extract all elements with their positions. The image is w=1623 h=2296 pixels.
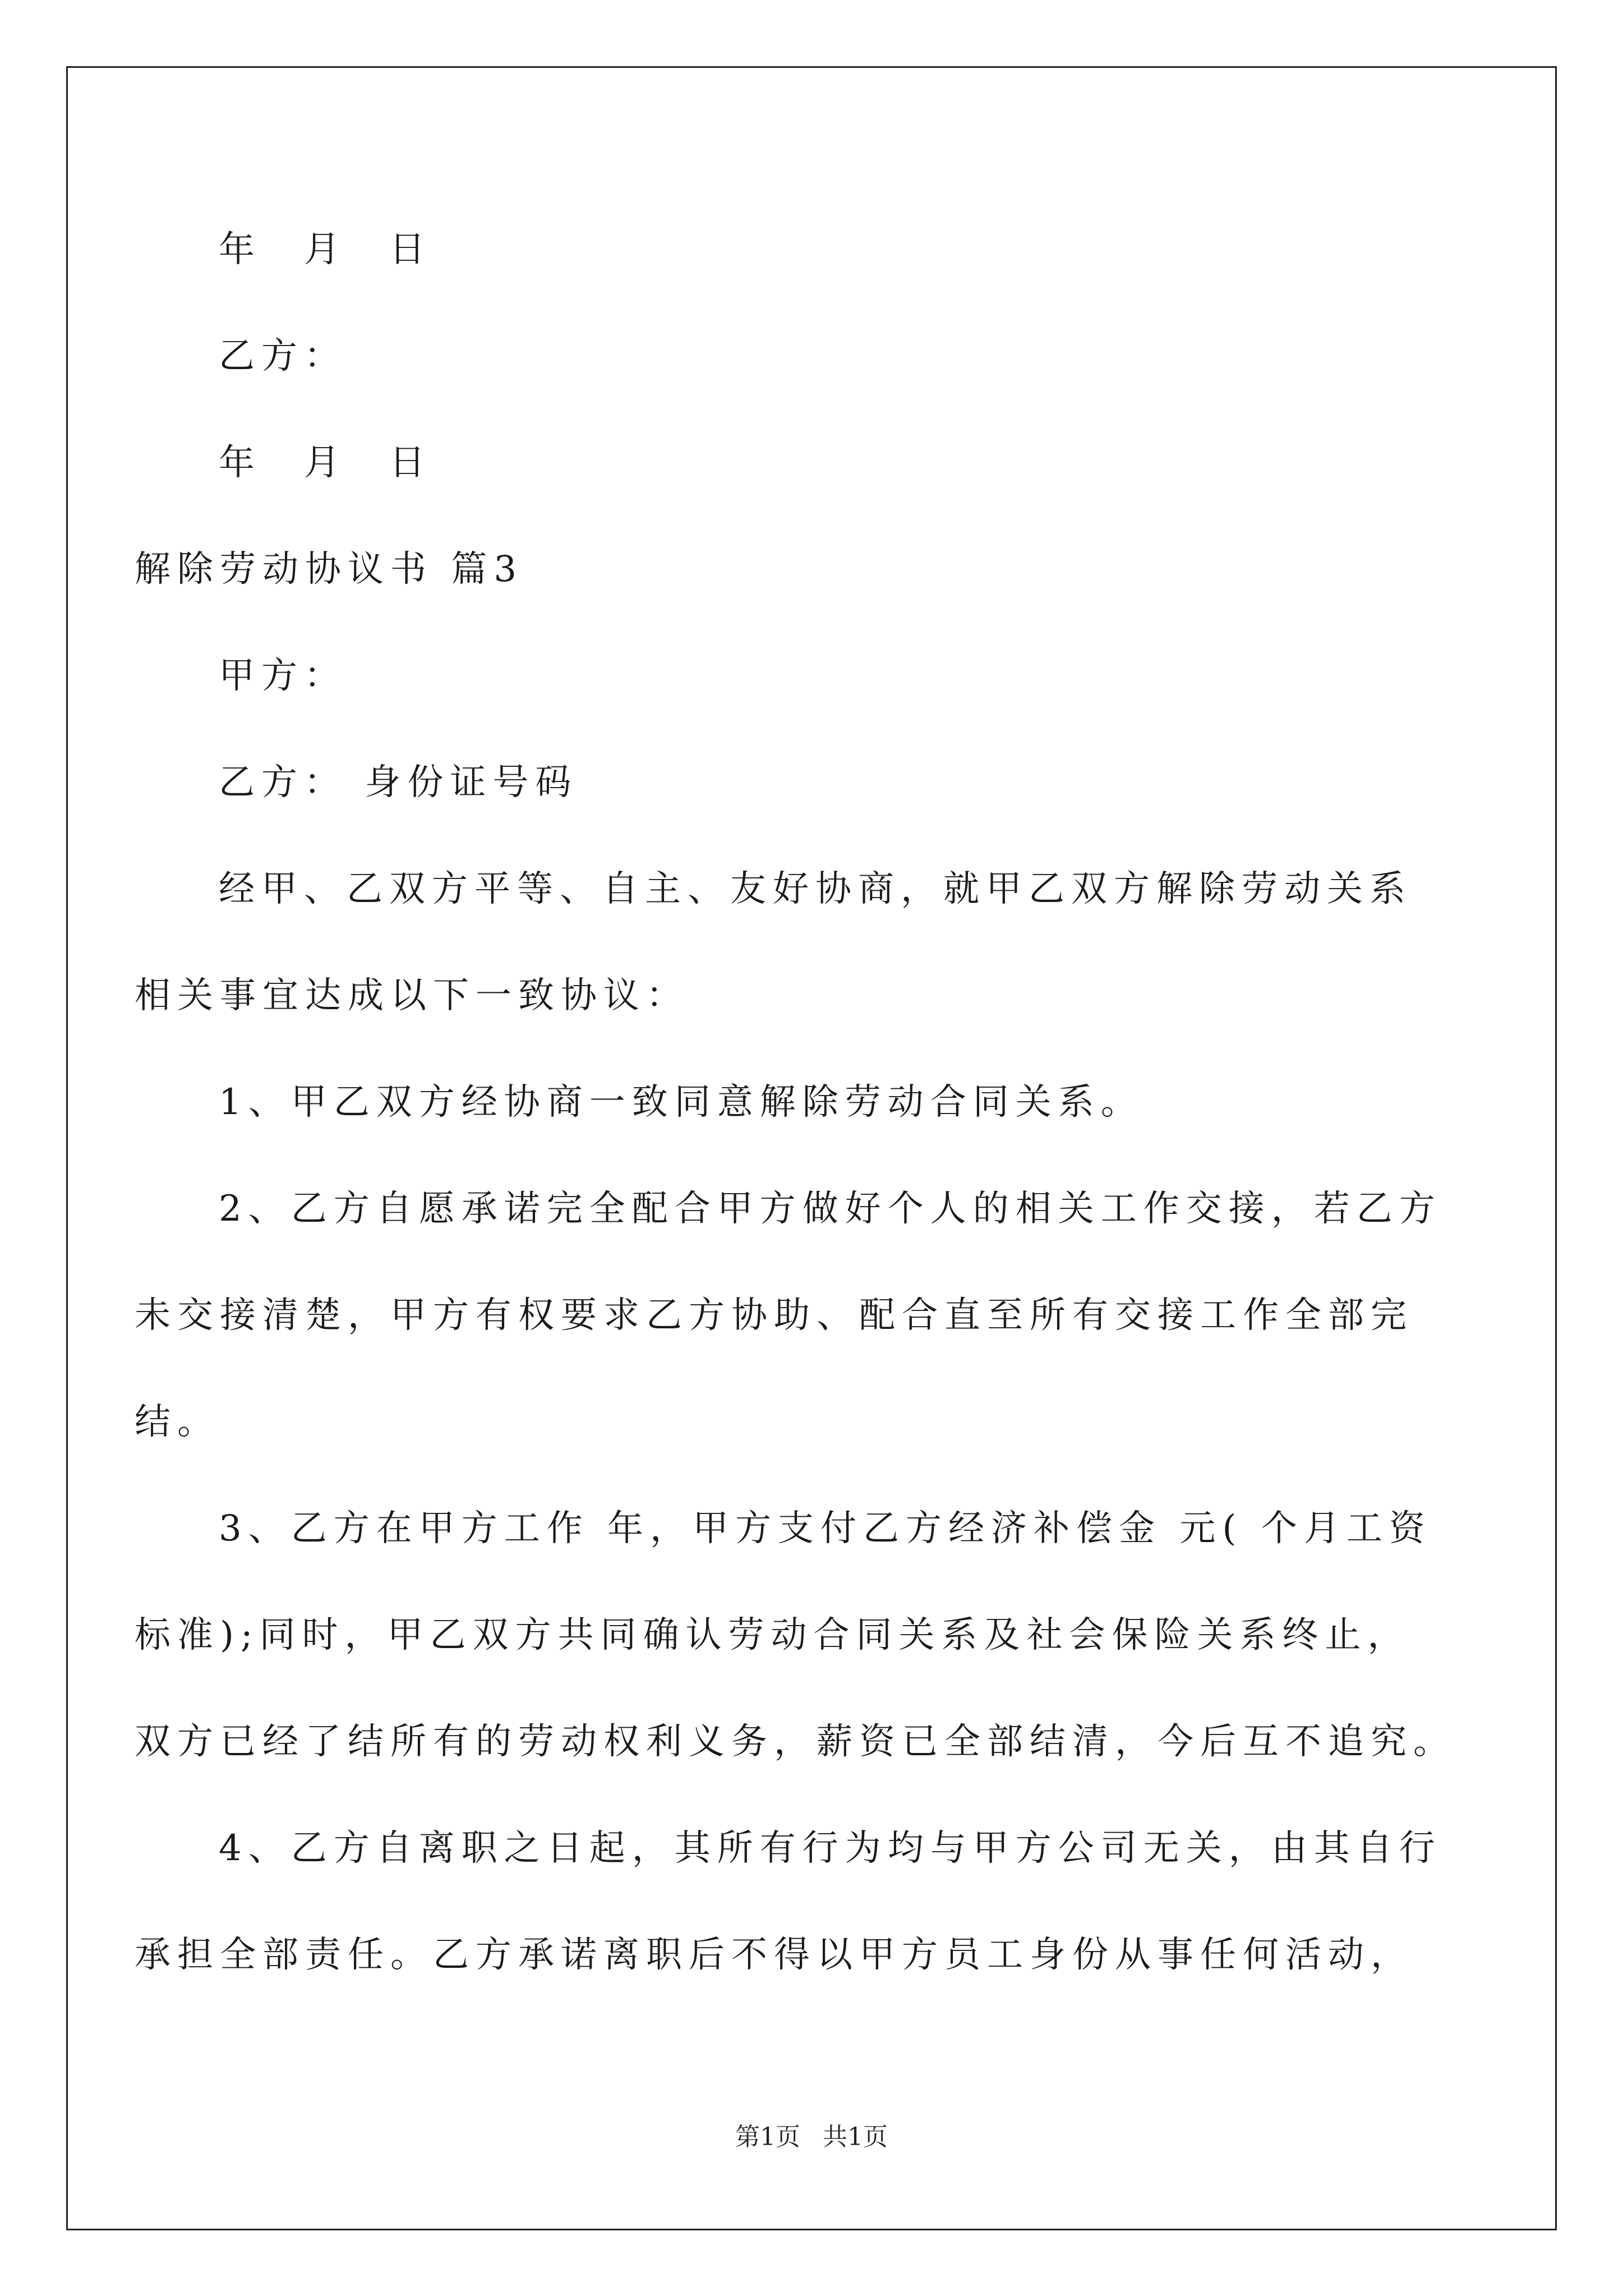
page-footer <box>0 2120 1623 2154</box>
clause-4-l2: 承担全部责任。乙方承诺离职后不得以甲方员工身份从事任何活动， <box>135 1934 1413 1976</box>
clause-2-l2: 未交接清楚，甲方有权要求乙方协助、配合直至所有交接工作全部完 <box>135 1295 1413 1336</box>
section-heading: 解除劳动协议书 篇3 <box>135 549 524 590</box>
page-number-current: 第1页 <box>735 2123 800 2151</box>
party-b-label-1: 乙方： <box>219 335 347 377</box>
party-b-id-line: 乙方： 身份证号码 <box>219 762 578 803</box>
clause-4-l1: 4、乙方自离职之日起，其所有行为均与甲方公司无关，由其自行 <box>219 1828 1442 1869</box>
page-border <box>66 66 1557 2230</box>
clause-1: 1、甲乙双方经协商一致同意解除劳动合同关系。 <box>219 1082 1144 1123</box>
intro-paragraph-l2: 相关事宜达成以下一致协议： <box>135 975 689 1016</box>
intro-paragraph-l1: 经甲、乙双方平等、自主、友好协商，就甲乙双方解除劳动关系 <box>219 868 1412 910</box>
clause-3-l2: 标准);同时，甲乙双方共同确认劳动合同关系及社会保险关系终止， <box>135 1614 1410 1656</box>
clause-2-l3: 结。 <box>135 1401 220 1443</box>
clause-3-l3: 双方已经了结所有的劳动权利义务，薪资已全部结清，今后互不追究。 <box>135 1721 1456 1763</box>
clause-2-l1: 2、乙方自愿承诺完全配合甲方做好个人的相关工作交接，若乙方 <box>219 1188 1442 1230</box>
date-line-2: 年 月 日 <box>219 442 432 484</box>
date-line-1: 年 月 日 <box>219 229 432 270</box>
clause-3-l1: 3、乙方在甲方工作 年，甲方支付乙方经济补偿金 元( 个月工资 <box>219 1508 1432 1549</box>
page-number-total: 共1页 <box>823 2123 888 2151</box>
party-a-label: 甲方： <box>219 655 347 697</box>
